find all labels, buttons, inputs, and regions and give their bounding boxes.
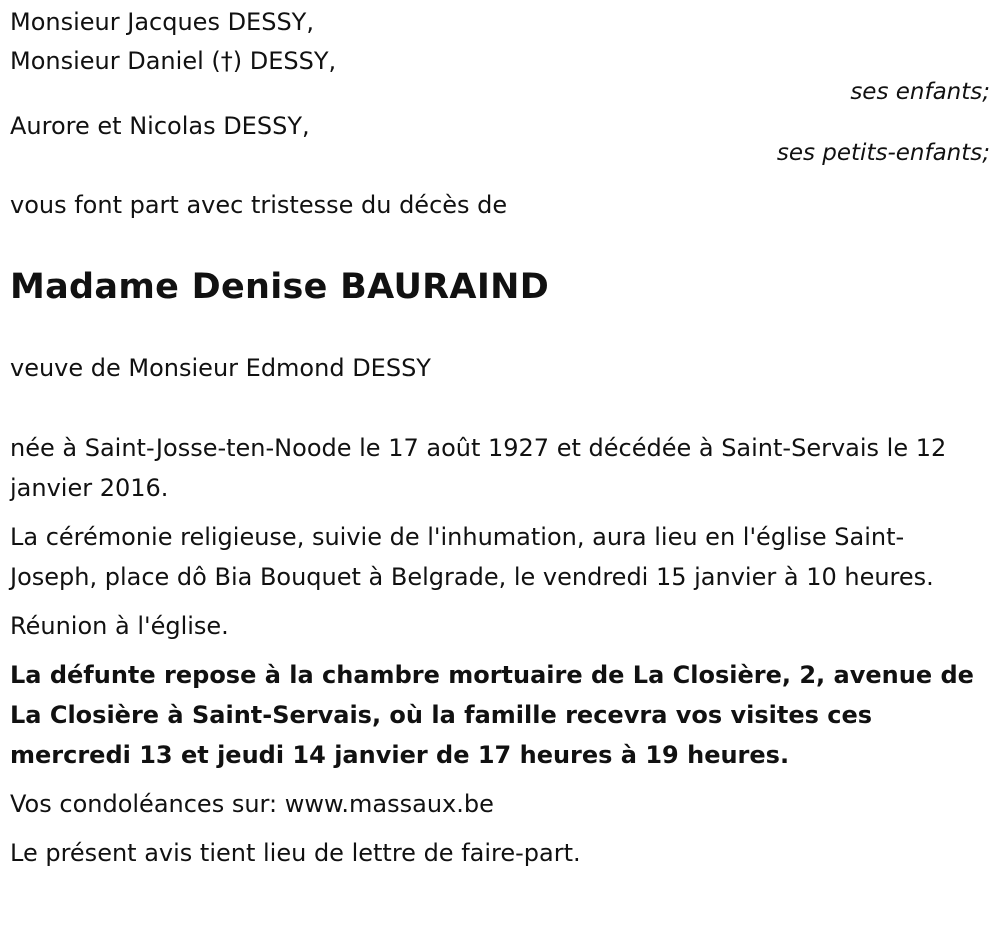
intro-text: vous font part avec tristesse du décès de [10, 191, 508, 219]
meeting-paragraph: Réunion à l'église. [10, 612, 229, 640]
ceremony-paragraph: La cérémonie religieuse, suivie de l'inhumation, aura lieu en l'église Saint-Joseph, place dô Bia Bouquet à Belgrade, le vendredi 15 janvier à 10 heures. [10, 523, 934, 591]
obituary-notice [10, 0, 990, 873]
grandchildren-label: ses petits-enfants; [776, 140, 990, 166]
birth-death-paragraph: née à Saint-Josse-ten-Noode le 17 août 1927 et décédée à Saint-Servais le 12 janvier 2016. [10, 434, 947, 502]
visits-paragraph: La défunte repose à la chambre mortuaire de La Closière, 2, avenue de La Closière à Saint-Servais, où la famille recevra vos visites ces mercredi 13 et jeudi 14 janvier de 17 heures à 19 heures. [10, 661, 974, 769]
spouse-text: veuve de Monsieur Edmond DESSY [10, 354, 431, 382]
condolences-text: Vos condoléances sur: www.massaux.be [10, 790, 494, 818]
deceased-name: Madame Denise BAURAIND [10, 267, 550, 307]
notice-text: Le présent avis tient lieu de lettre de faire-part. [10, 839, 581, 867]
child-line-2: Monsieur Daniel (†) DESSY, [10, 47, 337, 75]
grandchildren-line: Aurore et Nicolas DESSY, [10, 112, 310, 140]
child-line-1: Monsieur Jacques DESSY, [10, 8, 314, 36]
children-label: ses enfants; [850, 79, 990, 105]
